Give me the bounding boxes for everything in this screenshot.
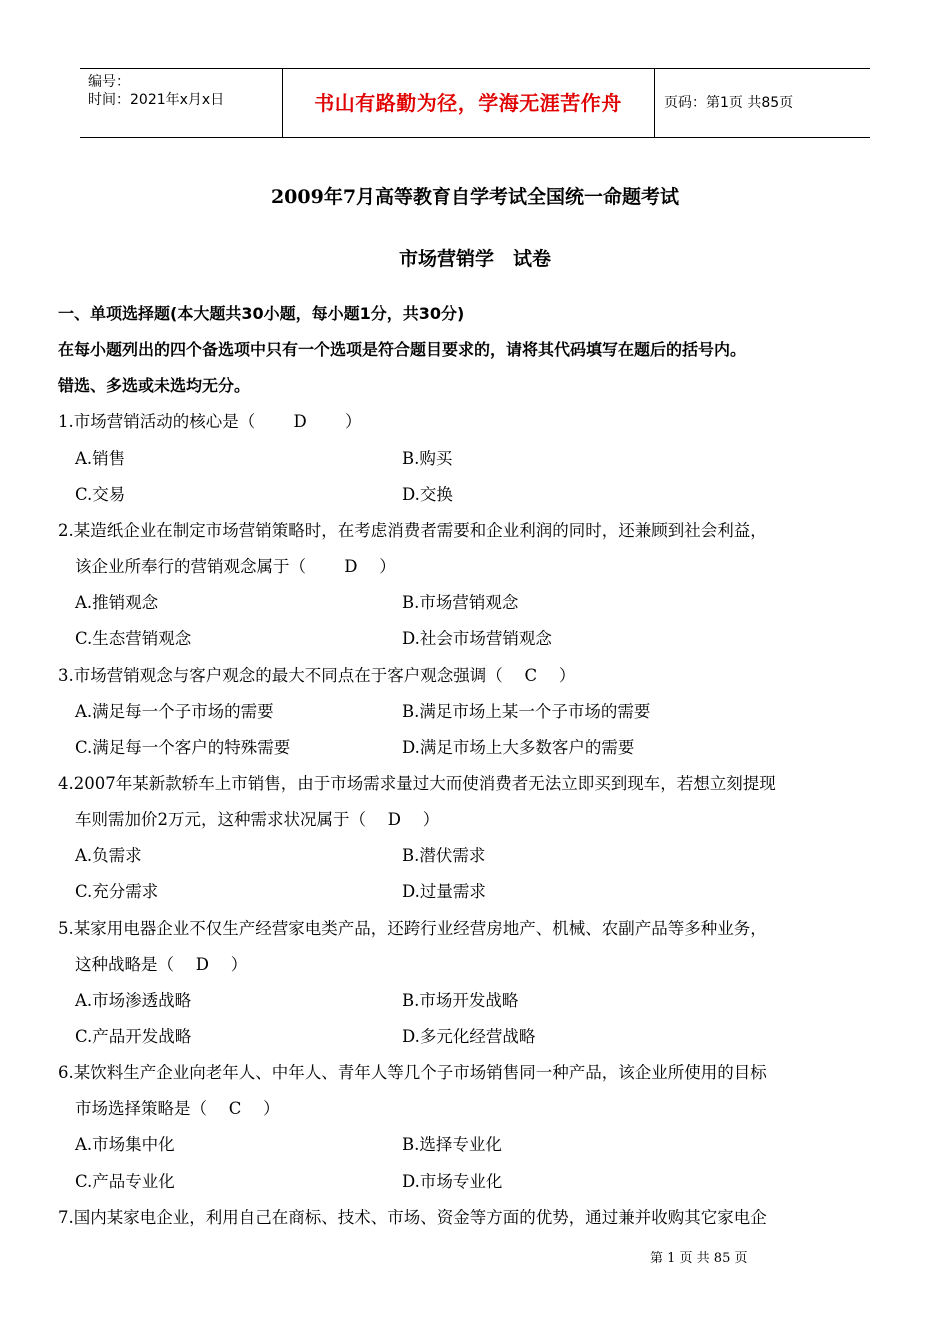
- answer-option: C.产品开发战略: [75, 1027, 192, 1046]
- question-stem: 该企业所奉行的营销观念属于（ D ）: [75, 557, 396, 576]
- date-label: 时间：2021年x月x日: [88, 92, 225, 108]
- question-stem: 3.市场营销观念与客户观念的最大不同点在于客户观念强调（ C ）: [58, 665, 576, 685]
- question-stem: 车则需加价2万元，这种需求状况属于（ D ）: [75, 810, 440, 830]
- answer-option: D.交换: [402, 484, 453, 504]
- question-stem: 7.国内某家电企业，利用自己在商标、技术、市场、资金等方面的优势，通过兼并收购其它家电企: [58, 1207, 767, 1227]
- question-stem: 2.某造纸企业在制定市场营销策略时，在考虑消费者需要和企业利润的同时，还兼顾到社会利益，: [58, 520, 767, 540]
- question-stem: 5.某家用电器企业不仅生产经营家电类产品，还跨行业经营房地产、机械、农副产品等多种业务，: [58, 918, 767, 938]
- answer-option: B.购买: [402, 448, 453, 468]
- answer-option: C.产品专业化: [75, 1171, 175, 1191]
- header-page-info: 页码：第1页 共85页: [664, 95, 794, 111]
- answer-option: A.市场渗透战略: [75, 990, 192, 1010]
- answer-option: C.充分需求: [75, 882, 159, 902]
- answer-option: A.销售: [75, 448, 126, 468]
- answer-option: D.社会市场营销观念: [402, 629, 552, 649]
- answer-option: B.潜伏需求: [402, 846, 486, 866]
- section-heading: 一、单项选择题(本大题共30小题，每小题1分，共30分): [58, 304, 465, 323]
- question-stem: 市场选择策略是（ C ）: [75, 1099, 280, 1119]
- question-stem: 1.市场营销活动的核心是（ D ）: [58, 412, 362, 432]
- header-motto: 书山有路勤为径，学海无涯苦作舟: [282, 69, 655, 137]
- answer-option: D.满足市场上大多数客户的需要: [402, 737, 635, 757]
- document-title: 2009年7月高等教育自学考试全国统一命题考试: [270, 186, 680, 208]
- answer-option: A.推销观念: [75, 593, 159, 613]
- document-subtitle: 市场营销学 试卷: [398, 248, 551, 270]
- number-label: 编号：: [88, 74, 130, 90]
- question-stem: 6.某饮料生产企业向老年人、中年人、青年人等几个子市场销售同一种产品，该企业所使用的目标: [58, 1063, 767, 1083]
- section-instruction: 错选、多选或未选均无分。: [58, 376, 251, 396]
- answer-option: D.市场专业化: [402, 1171, 503, 1191]
- page-footer: 第 1 页 共 85 页: [650, 1251, 748, 1266]
- answer-option: C.生态营销观念: [75, 629, 192, 649]
- answer-option: B.市场开发战略: [402, 990, 519, 1010]
- answer-option: C.满足每一个客户的特殊需要: [75, 737, 291, 757]
- answer-option: C.交易: [75, 484, 126, 504]
- answer-option: B.满足市场上某一个子市场的需要: [402, 701, 651, 721]
- question-stem: 这种战略是（ D ）: [75, 954, 248, 974]
- answer-option: A.负需求: [75, 846, 142, 866]
- section-instruction: 在每小题列出的四个备选项中只有一个选项是符合题目要求的，请将其代码填写在题后的括号内。: [58, 340, 747, 360]
- answer-option: B.市场营销观念: [402, 593, 519, 613]
- page-header: [80, 68, 870, 138]
- answer-option: D.多元化经营战略: [402, 1027, 536, 1046]
- question-stem: 4.2007年某新款轿车上市销售，由于市场需求量过大而使消费者无法立即买到现车，若想立刻提现: [58, 774, 776, 793]
- answer-option: D.过量需求: [402, 882, 486, 902]
- header-meta-cell: [80, 69, 283, 137]
- answer-option: B.选择专业化: [402, 1135, 502, 1155]
- answer-option: A.满足每一个子市场的需要: [75, 701, 274, 721]
- answer-option: A.市场集中化: [75, 1135, 175, 1155]
